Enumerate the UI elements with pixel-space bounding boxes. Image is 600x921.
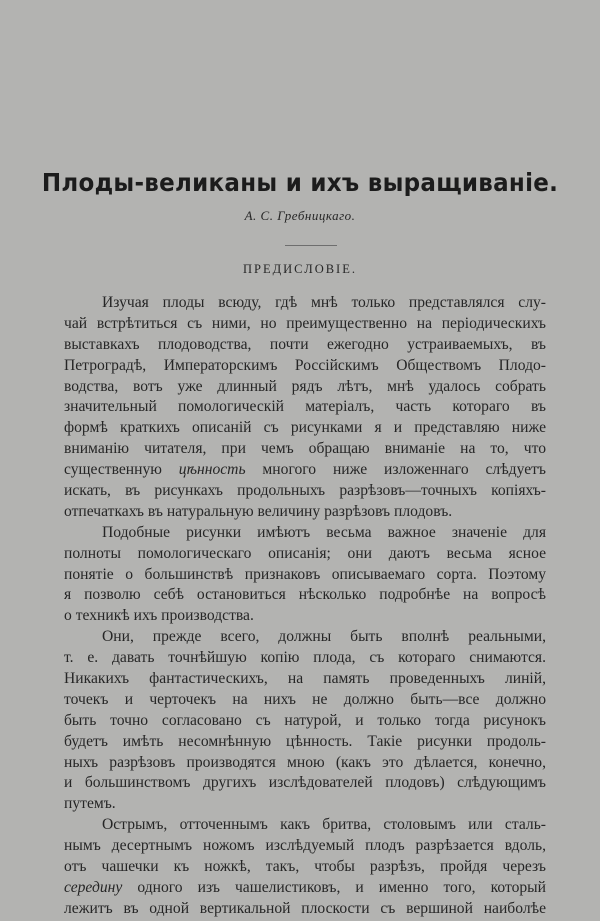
separator-rule — [285, 245, 337, 246]
text-line: о техникѣ ихъ производства. — [64, 607, 254, 625]
author-byline: А. С. Гребницкаго. — [244, 208, 356, 223]
text-line: отпечаткахъ въ натуральную величину разрѣзовъ плодовъ. — [64, 502, 453, 520]
text-line: формѣ краткихъ описаній съ рисунками я и представляю ниже — [64, 419, 546, 437]
text-line: лежитъ въ одной вертикальной плоскости съ вершиной наиболѣе — [64, 899, 546, 917]
emphasized-word: середину — [64, 878, 123, 896]
text-line: я позволю себѣ остановиться нѣсколько подробнѣе на вопросѣ — [64, 586, 546, 604]
text-line: Петроградѣ, Императорскимъ Россійскимъ Обществомъ Плодо- — [64, 356, 546, 374]
text-line: выставкахъ плодоводства, почти ежегодно устраиваемыхъ, въ — [64, 335, 546, 353]
text-line: Никакихъ фантастическихъ, на память проведенныхъ линій, — [64, 670, 546, 688]
text-line: отъ чашечки къ ножкѣ, такъ, чтобы разрѣзъ, пройдя черезъ — [64, 858, 546, 876]
text-line: Подобные рисунки имѣютъ весьма важное значеніе для — [102, 523, 546, 541]
text-line: путемъ. — [64, 795, 116, 813]
section-heading: ПРЕДИСЛОВІЕ. — [243, 262, 357, 276]
text-line: значительный помологическій матеріалъ, часть котораго въ — [64, 398, 546, 416]
text-line: ныхъ разрѣзовъ производятся мною (какъ это дѣлается, конечно, — [64, 753, 546, 771]
article-title: Плоды-великаны и ихъ выращиваніе. — [41, 168, 559, 197]
text-line: существенную цѣнность многого ниже изложеннаго слѣдуетъ — [64, 461, 546, 479]
text-line: и большинствомъ другихъ изслѣдователей плодовъ) слѣдующимъ — [64, 774, 546, 792]
text-line: искать, въ рисункахъ продольныхъ разрѣзовъ—точныхъ копіяхъ- — [64, 482, 546, 500]
text-line: будетъ имѣть несомнѣнную цѣнность. Такіе рисунки продоль- — [64, 732, 546, 750]
text-line: чай встрѣтиться съ ними, но преимущественно на періодическихъ — [64, 314, 546, 332]
body-text — [64, 293, 546, 920]
text-line: водства, вотъ уже длинный рядъ лѣтъ, мнѣ удалось собрать — [64, 377, 546, 395]
text-line: Изучая плоды всюду, гдѣ мнѣ только представлялся слу- — [102, 294, 546, 311]
emphasized-word: цѣнность — [178, 461, 246, 479]
text-line: нымъ десертнымъ ножомъ изслѣдуемый плодъ разрѣзается вдоль, — [64, 837, 546, 855]
text-line: т. е. давать точнѣйшую копію плода, съ котораго снимаются. — [64, 649, 546, 667]
text-line: Они, прежде всего, должны быть вполнѣ реальными, — [102, 628, 546, 646]
text-line: быть точно согласовано съ натурой, и только тогда рисунокъ — [64, 711, 546, 729]
text-line: понятіе о большинствѣ признаковъ описываемаго сорта. Поэтому — [64, 565, 546, 583]
text-line: вниманію читателя, при чемъ обращаю вниманіе на то, что — [64, 440, 546, 458]
text-line: середину одного изъ чашелистиковъ, и именно того, который — [64, 878, 546, 896]
text-line: Острымъ, отточеннымъ какъ бритва, столовымъ или сталь- — [102, 816, 546, 834]
text-line: точекъ и черточекъ на нихъ не должно быть—все должно — [64, 690, 546, 708]
text-line: полноты помологическаго описанія; они даютъ весьма ясное — [64, 544, 546, 562]
